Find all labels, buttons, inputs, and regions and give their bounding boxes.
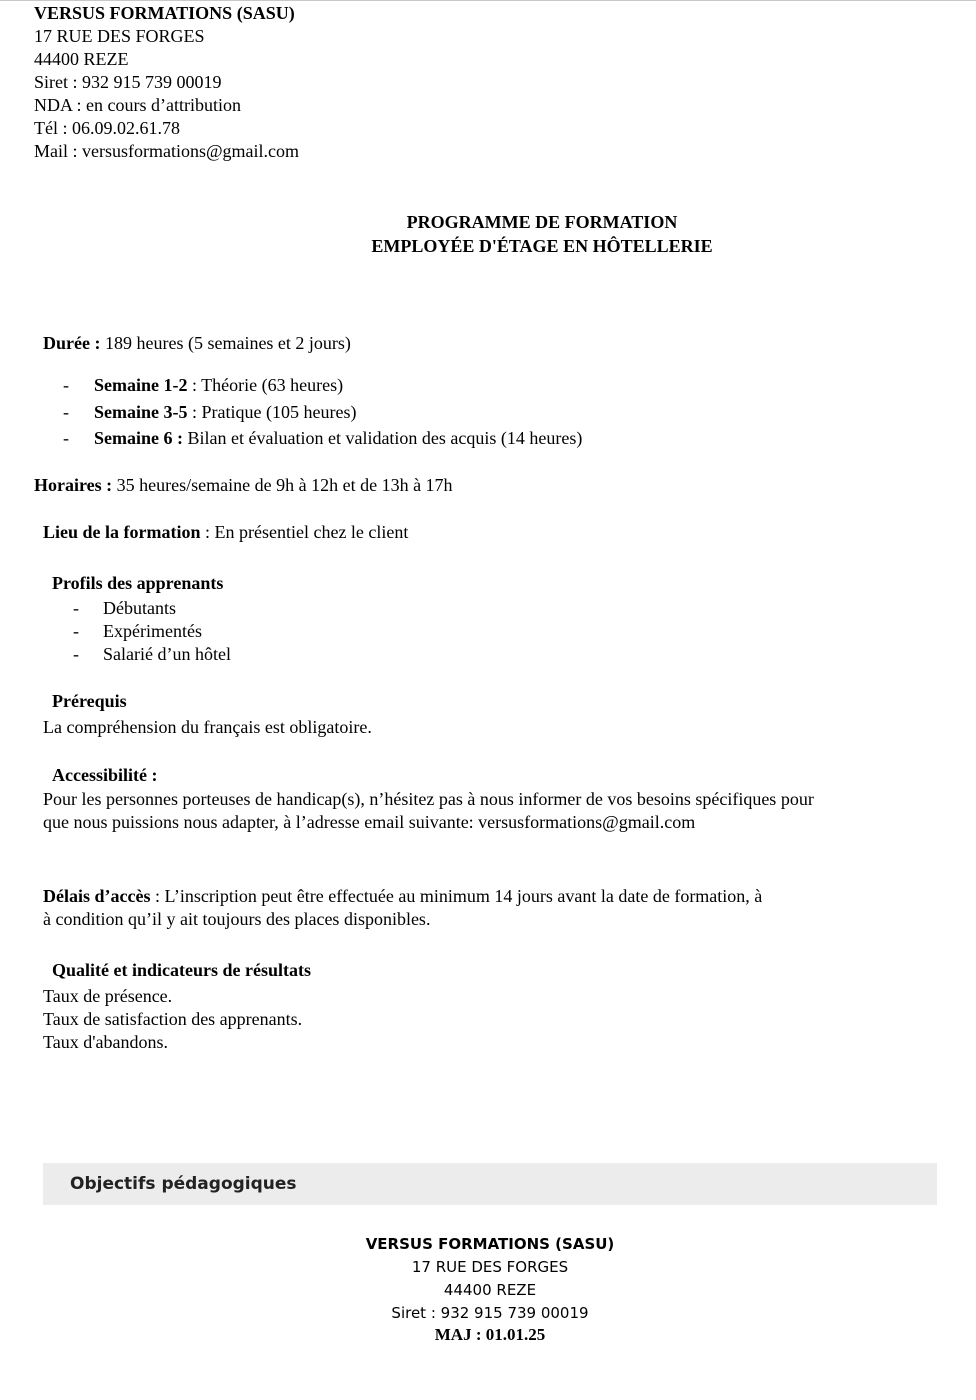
horaires-value: 35 heures/semaine de 9h à 12h et de 13h à 17h — [112, 475, 453, 495]
delais-line-1: : L’inscription peut être effectuée au minimum 14 jours avant la date de formation, à — [150, 886, 763, 906]
top-border — [0, 0, 976, 1]
profil-text: Débutants — [103, 598, 176, 618]
accessibilite-paragraph — [43, 788, 814, 834]
dash-bullet: - — [73, 644, 79, 664]
footer-siret: Siret : 932 915 739 00019 — [391, 1304, 589, 1322]
lieu-line — [43, 521, 408, 544]
list-item — [63, 374, 582, 401]
qualite-item: Taux de satisfaction des apprenants. — [43, 1009, 303, 1029]
week-text: : Pratique (105 heures) — [187, 401, 357, 422]
objectifs-heading: Objectifs pédagogiques — [70, 1174, 297, 1194]
footer-company: VERSUS FORMATIONS (SASU) — [365, 1235, 615, 1253]
list-item — [63, 427, 583, 454]
list-item — [73, 643, 231, 666]
duree-label: Durée : — [43, 333, 101, 353]
qualite-heading: Qualité et indicateurs de résultats — [52, 960, 311, 980]
company-tel: Tél : 06.09.02.61.78 — [34, 118, 180, 138]
title-line-1: PROGRAMME DE FORMATION — [406, 212, 678, 232]
dash-bullet: - — [63, 428, 69, 448]
accessibilite-line-1: Pour les personnes porteuses de handicap(s), n’hésitez pas à nous informer de vos besoins spécifiques pour — [43, 789, 814, 809]
qualite-item: Taux de présence. — [43, 986, 173, 1006]
profil-text: Salarié d’un hôtel — [103, 644, 231, 664]
footer-street: 17 RUE DES FORGES — [411, 1258, 569, 1276]
dash-bullet: - — [73, 621, 79, 641]
dash-bullet: - — [63, 401, 69, 422]
duree-line — [43, 332, 351, 355]
accessibilite-heading: Accessibilité : — [52, 765, 158, 785]
week-label: Semaine 1-2 — [94, 375, 188, 395]
delais-paragraph — [43, 885, 762, 931]
horaires-line — [34, 474, 453, 497]
duree-list — [63, 374, 583, 454]
qualite-list — [43, 985, 302, 1054]
prerequis-text: La compréhension du français est obligatoire. — [43, 717, 372, 737]
company-header — [34, 2, 299, 163]
lieu-label: Lieu de la formation — [43, 522, 201, 542]
company-city: 44400 REZE — [34, 49, 129, 69]
week-text: : Théorie (63 heures) — [187, 375, 344, 395]
company-nda: NDA : en cours d’attribution — [34, 95, 241, 115]
duree-value: 189 heures (5 semaines et 2 jours) — [100, 333, 351, 353]
lieu-value: : En présentiel chez le client — [200, 522, 409, 542]
company-name: VERSUS FORMATIONS (SASU) — [34, 3, 295, 23]
week-label: Semaine 3-5 — [94, 401, 188, 422]
profils-list — [73, 597, 231, 666]
list-item — [63, 401, 582, 428]
company-mail: Mail : versusformations@gmail.com — [34, 141, 300, 161]
profils-heading: Profils des apprenants — [52, 573, 224, 593]
delais-line-2: à condition qu’il y ait toujours des places disponibles. — [43, 909, 431, 929]
accessibilite-line-2: que nous puissions nous adapter, à l’adresse email suivante: versusformations@gmail.com — [43, 812, 696, 832]
qualite-item: Taux d'abandons. — [43, 1032, 168, 1052]
dash-bullet: - — [73, 598, 79, 618]
week-label: Semaine 6 : — [94, 428, 183, 448]
dash-bullet: - — [63, 375, 69, 395]
title-line-2: EMPLOYÉE D'ÉTAGE EN HÔTELLERIE — [371, 236, 713, 256]
delais-label: Délais d’accès — [43, 886, 151, 906]
company-street: 17 RUE DES FORGES — [34, 26, 205, 46]
objectifs-section-bar — [43, 1163, 937, 1205]
horaires-label: Horaires : — [34, 475, 113, 495]
prerequis-heading: Prérequis — [52, 691, 127, 711]
week-text: Bilan et évaluation et validation des acquis (14 heures) — [183, 428, 583, 448]
list-item — [73, 620, 231, 643]
company-siret: Siret : 932 915 739 00019 — [34, 72, 222, 92]
document-title — [0, 211, 976, 259]
profil-text: Expérimentés — [103, 621, 202, 641]
page-footer — [0, 1233, 976, 1345]
list-item — [73, 597, 231, 620]
footer-city: 44400 REZE — [443, 1281, 537, 1299]
footer-maj: MAJ : 01.01.25 — [434, 1325, 546, 1344]
